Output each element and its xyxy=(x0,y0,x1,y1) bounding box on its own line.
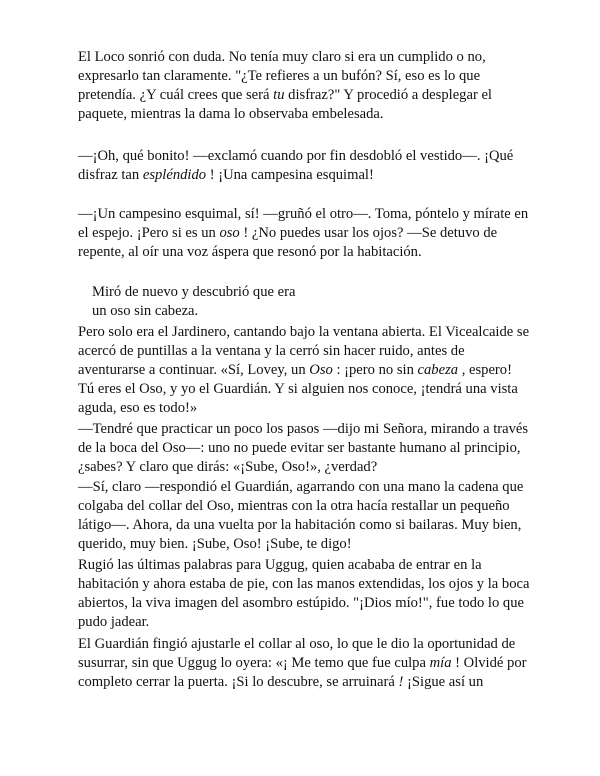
text-run: ! Olvidé por completo cerrar la puerta. ¡Si lo descubre, se arruinará xyxy=(78,655,527,690)
text-run: El Loco sonrió con duda. No tenía muy claro si era un cumplido o no, expresarlo tan claramente. "¿Te refieres a un bufón? Sí, eso es lo que pretendía. ¿Y cuál crees que será xyxy=(78,49,486,103)
verse-line: Miró de nuevo y descubrió que era xyxy=(92,284,296,300)
italic-run: espléndido xyxy=(142,167,207,183)
text-run: ! ¿No puedes usar los ojos? —Se detuvo de repente, al oír una voz áspera que resonó por la habitación. xyxy=(78,225,498,260)
text-run: Pero solo era el Jardinero, cantando bajo la ventana abierta. El Vicealcaide se acercó de puntillas a la ventana y la cerró sin hacer ruido, antes de aventurarse a continuar. «Sí, Lovey, un xyxy=(78,324,530,378)
paragraph-6 xyxy=(78,420,530,477)
italic-run: oso xyxy=(219,225,240,241)
paragraph-5 xyxy=(78,323,530,418)
text-run: —Tendré que practicar un poco los pasos —dijo mi Señora, mirando a través de la boca del Oso—: uno no puede evitar ser bastante humano al principio, ¿sabes? Y claro que dirás: «¡Sube, Oso!», ¿verdad? xyxy=(78,421,529,475)
italic-run: mía xyxy=(429,655,452,671)
text-run: —¡Oh, qué bonito! —exclamó cuando por fin desdobló el vestido—. ¡Qué disfraz tan xyxy=(78,148,514,183)
verse-line: un oso sin cabeza. xyxy=(92,303,199,319)
verse-block xyxy=(92,283,295,321)
text-run: —Sí, claro —respondió el Guardián, agarrando con una mano la cadena que colgaba del collar del Oso, mientras con la otra hacía restallar un pequeño látigo—. Ahora, da una vuelta por la habitación como si bailaras. Muy bien, querido, muy bien. ¡Sube, Oso! ¡Sube, te digo! xyxy=(78,479,524,552)
italic-run: ! xyxy=(398,674,404,690)
text-run: El Guardián fingió ajustarle el collar al oso, lo que le dio la oportunidad de susurrar, sin que Uggug lo oyera: «¡ Me temo que fue culpa xyxy=(78,636,516,671)
paragraph-7 xyxy=(78,478,530,554)
paragraph-9 xyxy=(78,635,530,692)
paragraph-3 xyxy=(78,205,530,262)
text-run: —¡Un campesino esquimal, sí! —gruñó el otro—. Toma, póntelo y mírate en el espejo. ¡Pero si es un xyxy=(78,206,529,241)
text-run: disfraz?" Y procedió a desplegar el paquete, mientras la dama lo observaba embelesada. xyxy=(78,87,492,122)
text-run: : ¡pero no sin xyxy=(332,362,418,378)
paragraph-8 xyxy=(78,556,530,632)
text-run: ! ¡Una campesina esquimal! xyxy=(206,167,374,183)
italic-run: tu xyxy=(273,87,285,103)
text-run: Rugió las últimas palabras para Uggug, quien acababa de entrar en la habitación y ahora estaba de pie, con las manos extendidas, los ojos y la boca abiertos, la viva imagen del asombro estúpido. "¡Dios mío!", fue todo lo que pudo jadear. xyxy=(78,557,530,630)
text-run: , espero! Tú eres el Oso, y yo el Guardián. Y si alguien nos conoce, ¡tendrá una vista aguda, eso es todo!» xyxy=(78,362,518,416)
text-run: ¡Sigue así un xyxy=(403,674,484,690)
italic-run: cabeza xyxy=(417,362,459,378)
paragraph-2 xyxy=(78,147,530,185)
italic-run: Oso xyxy=(309,362,333,378)
paragraph-1 xyxy=(78,48,530,124)
